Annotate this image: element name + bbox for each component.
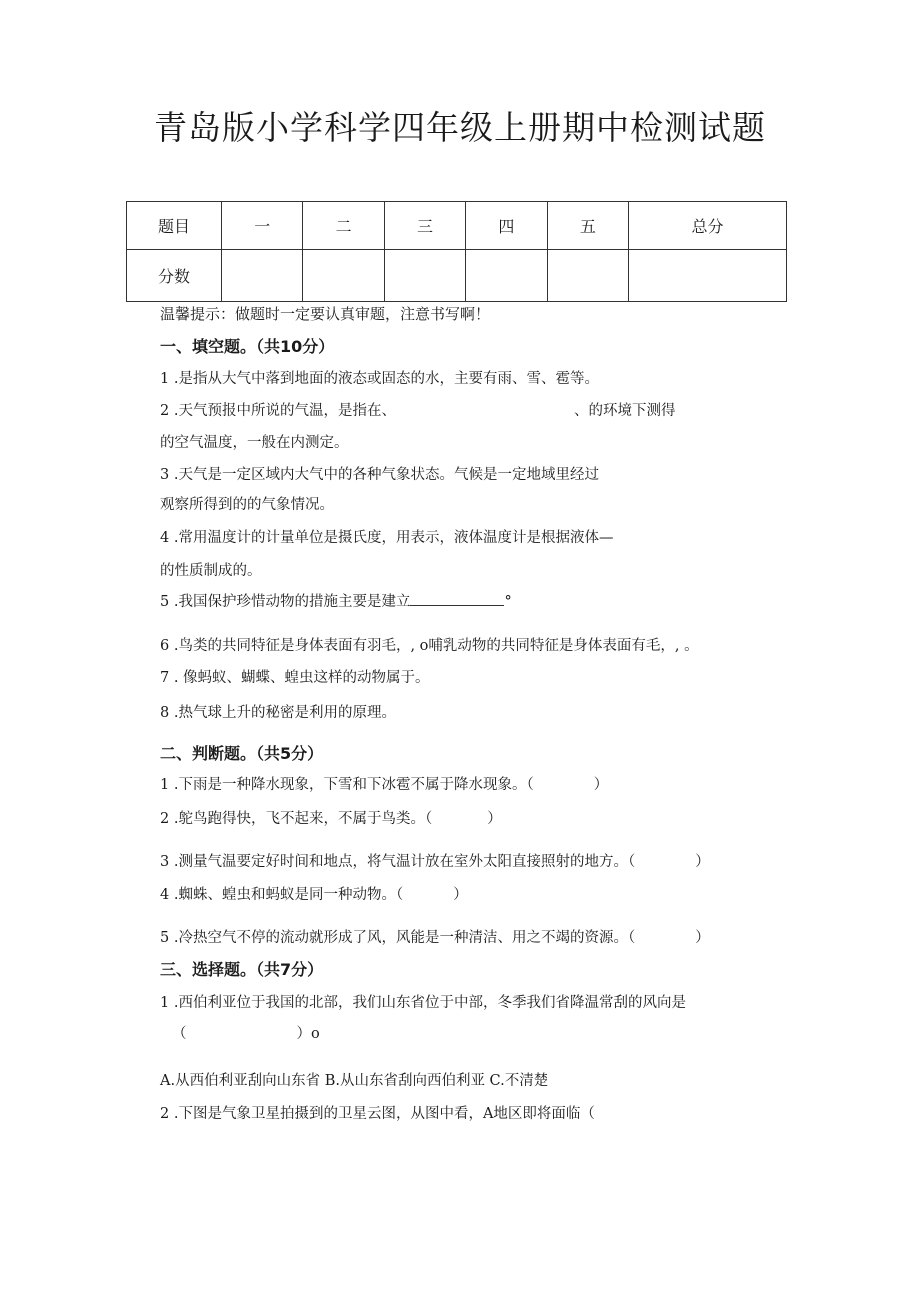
score-input-cell[interactable] [629, 250, 787, 302]
section-heading-true-false: 二、判断题。（共5分） [160, 744, 324, 763]
question-text: 4 .常用温度计的计量单位是摄氏度，用表示，液体温度计是根据液体— [160, 530, 614, 546]
score-input-cell[interactable] [547, 250, 628, 302]
question-text: 2 .下图是气象卫星拍摄到的卫星云图，从图中看，A地区即将面临（ [160, 1106, 595, 1122]
score-header-cell: 总分 [629, 202, 787, 250]
score-row-label: 分数 [127, 250, 222, 302]
score-header-cell: 三 [384, 202, 465, 250]
question-text: 的性质制成的。 [160, 563, 262, 579]
reminder-tip: 温馨提示：做题时一定要认真审题，注意书写啊！ [160, 305, 491, 323]
question-fragment: 5 .冷热空气不停的流动就形成了风，风能是一种清洁、用之不竭的资源。（ [160, 930, 636, 946]
score-input-cell[interactable] [303, 250, 384, 302]
score-input-cell[interactable] [466, 250, 547, 302]
question-text [160, 774, 608, 796]
question-text: 观察所得到的的气象情况。 [160, 497, 334, 513]
question-fragment: 、的环境下测得 [573, 403, 676, 419]
page-title: 青岛版小学科学四年级上册期中检测试题 [154, 108, 766, 147]
question-fragment: 2 .鸵鸟跑得快，飞不起来，不属于鸟类。（ [160, 811, 433, 827]
question-options: A.从西伯利亚刮向山东省 B.从山东省刮向西伯利亚 C.不清楚 [160, 1073, 549, 1089]
section-heading-fill-blank: 一、填空题。（共10分） [160, 337, 335, 356]
question-text: 8 .热气球上升的秘密是利用的原理。 [160, 705, 396, 721]
question-fragment: 4 .蜘蛛、蝗虫和蚂蚁是同一种动物。（ [160, 887, 404, 903]
question-text [160, 927, 710, 949]
question-fragment: 2 .天气预报中所说的气温，是指在、 [160, 403, 396, 419]
question-text [160, 808, 502, 830]
question-text: 3 .天气是一定区域内大气中的各种气象状态。气候是一定地域里经过 [160, 467, 599, 483]
question-fragment: ° [504, 594, 512, 610]
answer-blank[interactable] [410, 591, 504, 606]
question-text: 1 .西伯利亚位于我国的北部，我们山东省位于中部，冬季我们省降温常刮的风向是 [160, 995, 686, 1011]
question-text [160, 400, 675, 422]
question-fragment: ） [695, 854, 710, 870]
question-text: 7 . 像蚂蚁、蝴蝶、蝗虫这样的动物属于。 [160, 670, 430, 686]
score-header-cell: 二 [303, 202, 384, 250]
question-text [160, 884, 468, 906]
question-fragment: 5 .我国保护珍惜动物的措施主要是建立 [160, 594, 411, 610]
score-table-header-row [127, 202, 787, 250]
question-text [160, 591, 512, 613]
score-header-cell: 四 [466, 202, 547, 250]
question-fragment: ） [487, 811, 502, 827]
question-text [172, 1023, 320, 1045]
question-fragment: ） [453, 887, 468, 903]
question-fragment: ）o [296, 1026, 320, 1042]
question-fragment: 3 .测量气温要定好时间和地点，将气温计放在室外太阳直接照射的地方。（ [160, 854, 636, 870]
section-heading-multiple-choice: 三、选择题。（共7分） [160, 960, 324, 979]
score-header-cell: 五 [547, 202, 628, 250]
question-fragment: ） [593, 777, 609, 793]
question-text: 6 .鸟类的共同特征是身体表面有羽毛，, o哺乳动物的共同特征是身体表面有毛，, 。 [160, 638, 699, 654]
question-fragment: 1 .下雨是一种降水现象，下雪和下冰雹不属于降水现象。（ [160, 777, 534, 793]
score-table [126, 201, 787, 302]
question-text: 1 .是指从大气中落到地面的液态或固态的水，主要有雨、雪、雹等。 [160, 371, 599, 387]
score-input-cell[interactable] [222, 250, 303, 302]
question-text: 的空气温度，一般在内测定。 [160, 435, 349, 451]
question-fragment: ） [695, 930, 710, 946]
question-fragment: （ [172, 1026, 187, 1042]
score-table-score-row [127, 250, 787, 302]
question-text [160, 851, 710, 873]
score-header-cell: 题目 [127, 202, 222, 250]
score-header-cell: 一 [222, 202, 303, 250]
score-input-cell[interactable] [384, 250, 465, 302]
